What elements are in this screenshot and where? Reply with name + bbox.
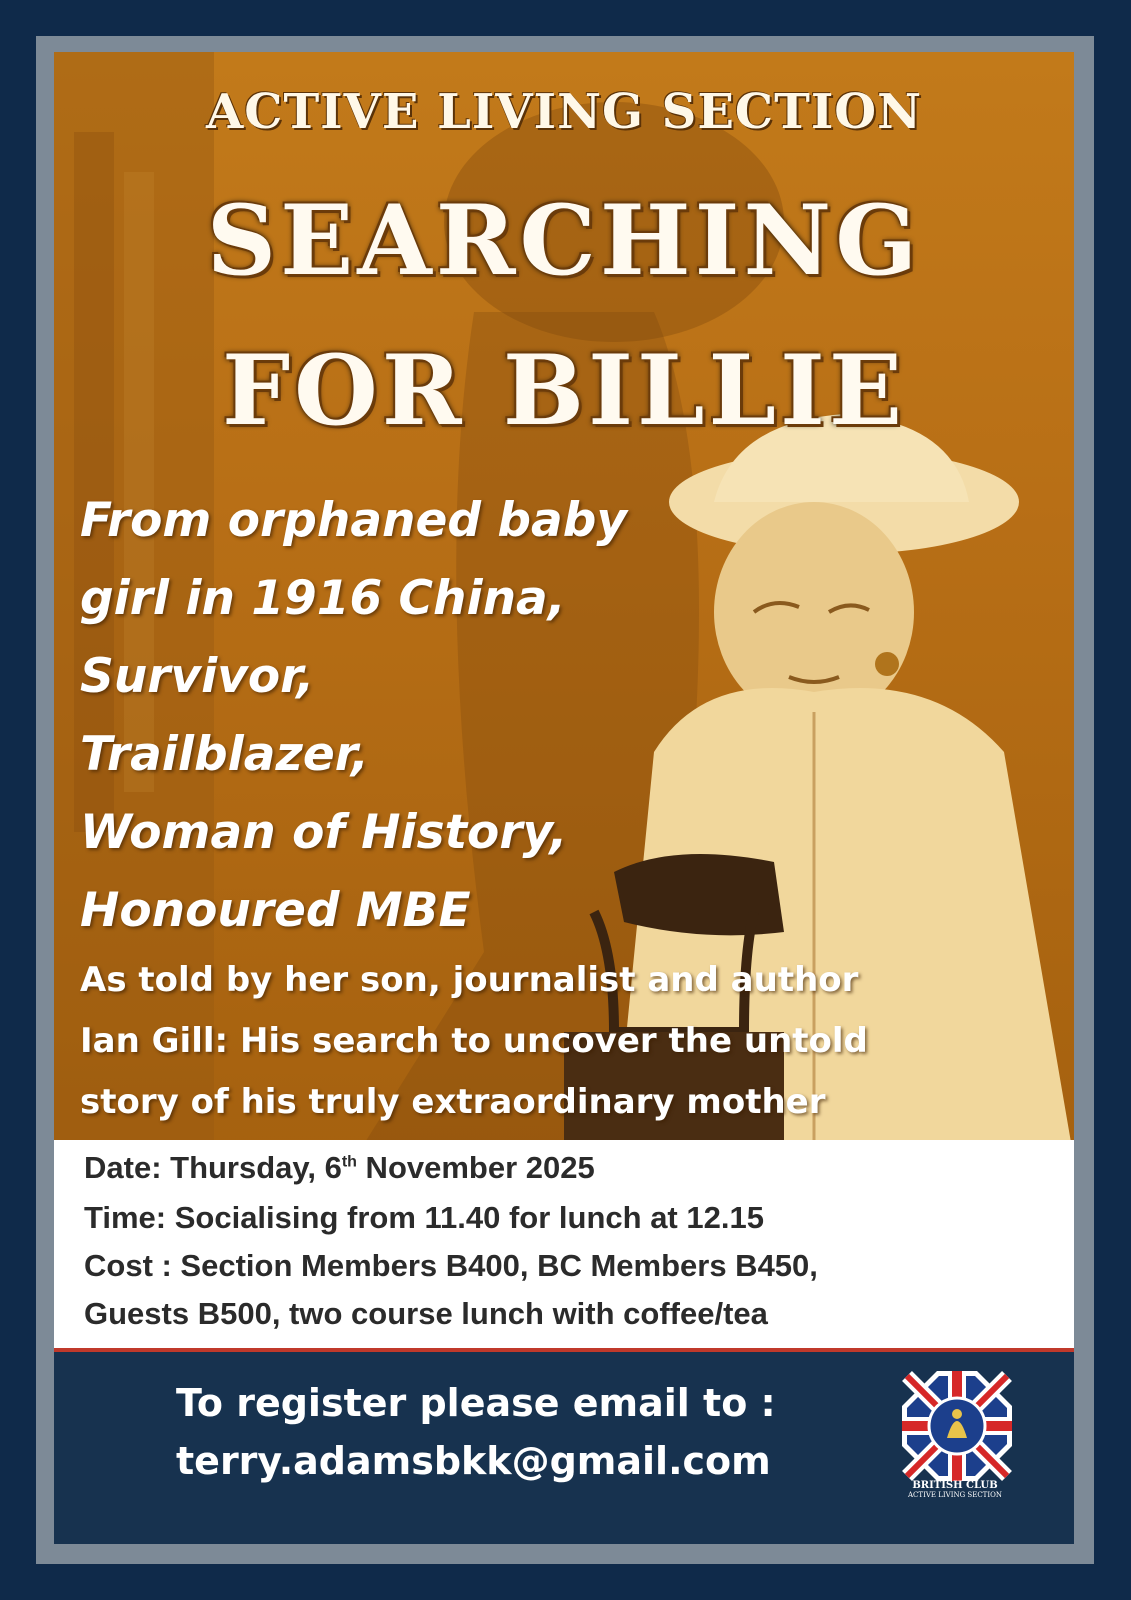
- section-title: ACTIVE LIVING SECTION: [206, 84, 922, 140]
- hero-section: [54, 52, 1074, 1160]
- subtitle-line: From orphaned baby: [80, 493, 628, 548]
- registration-text: [176, 1374, 776, 1490]
- poster: [54, 52, 1074, 1544]
- british-club-logo: [892, 1368, 1022, 1538]
- subtitle-line: Honoured MBE: [80, 883, 471, 938]
- story-description: [80, 950, 980, 1133]
- logo-section-name: ACTIVE LIVING SECTION: [908, 1491, 1002, 1499]
- subtitle-line: girl in 1916 China,: [80, 571, 566, 626]
- subtitle-line: Woman of History,: [80, 805, 568, 860]
- event-details: [54, 1140, 1074, 1352]
- story-line-2: Ian Gill: His search to uncover the untold: [80, 1021, 868, 1061]
- event-title-line-1: SEARCHING: [206, 184, 922, 297]
- logo-club-name: BRITISH CLUB: [912, 1480, 998, 1491]
- subtitle-line: Trailblazer,: [80, 727, 369, 782]
- register-email-link[interactable]: terry.adamsbkk@gmail.com: [176, 1439, 771, 1483]
- date-prefix: Date: Thursday, 6: [84, 1150, 342, 1185]
- subtitle-line: Survivor,: [80, 649, 315, 704]
- registration-footer: [54, 1352, 1074, 1544]
- event-cost-line-2: Guests B500, two course lunch with coffee/tea: [84, 1296, 768, 1331]
- event-time: Time: Socialising from 11.40 for lunch at 12.15: [84, 1200, 764, 1235]
- date-suffix: November 2025: [356, 1150, 595, 1185]
- event-date: [84, 1150, 595, 1186]
- event-cost-line-1: Cost : Section Members B400, BC Members B450,: [84, 1248, 818, 1283]
- register-label: To register please email to :: [176, 1381, 776, 1425]
- date-ordinal: th: [341, 1153, 357, 1171]
- logo-caption: [880, 1480, 1030, 1499]
- event-title-line-2: FOR BILLIE: [221, 334, 907, 447]
- subtitle-list: [80, 482, 700, 950]
- story-line-3: story of his truly extraordinary mother: [80, 1082, 826, 1122]
- story-line-1: As told by her son, journalist and author: [80, 960, 859, 1000]
